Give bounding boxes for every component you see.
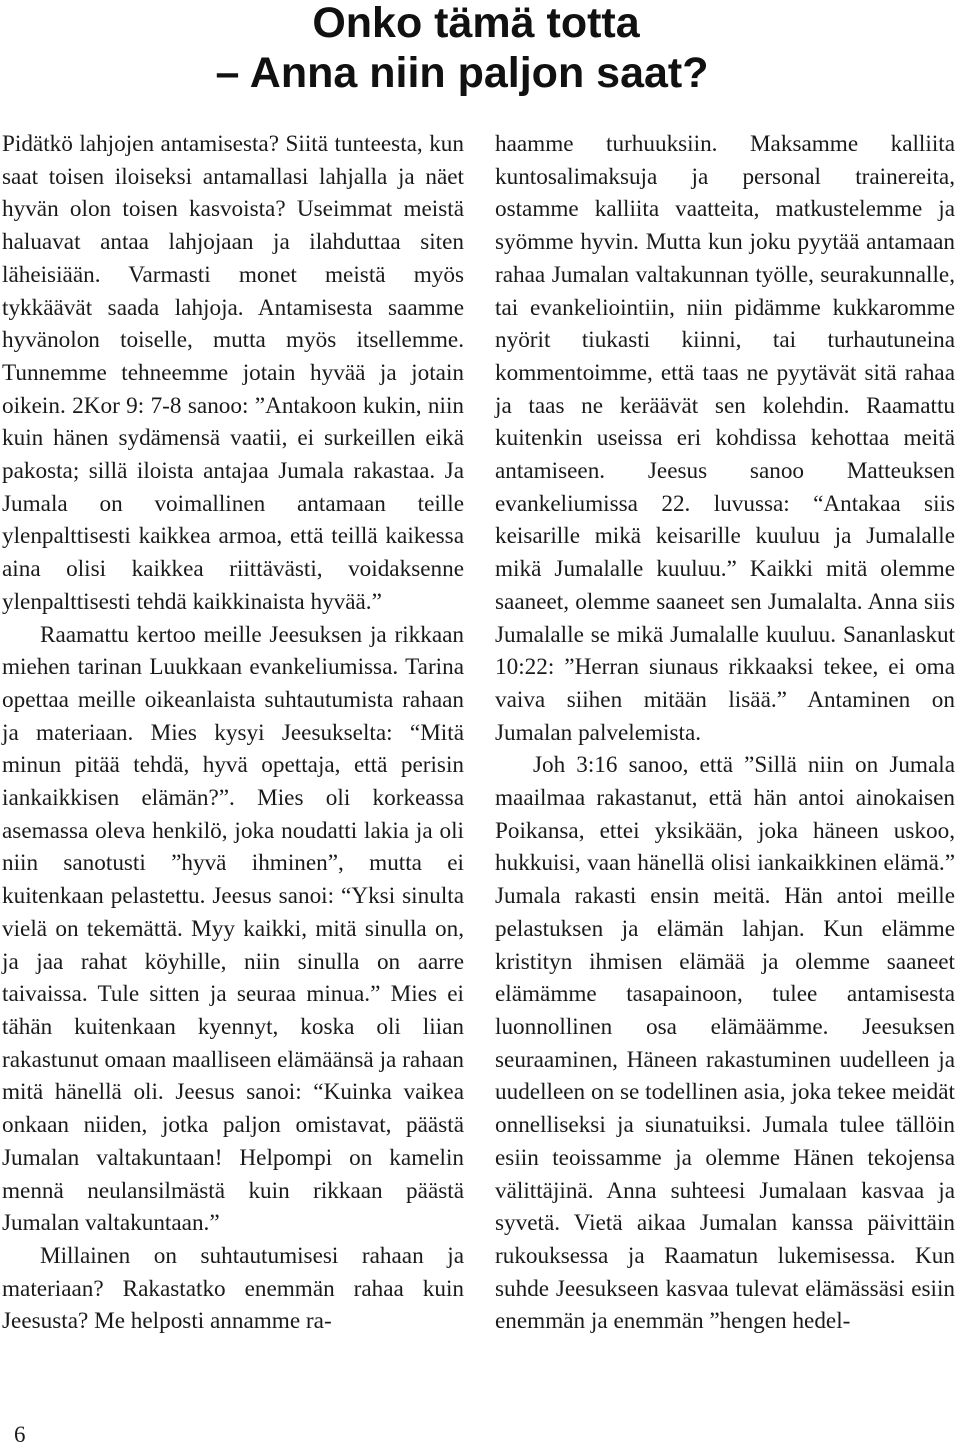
article-title-line-2: – Anna niin paljon saat?: [215, 49, 709, 97]
left-paragraph-3: Millainen on suhtautumisesi rahaan ja materiaan? Rakastatko enemmän rahaa kuin Jeesusta? Me helposti annamme ra-: [2, 1242, 464, 1335]
right-text-column: [495, 128, 955, 1338]
article-title-line-1: Onko tämä totta: [312, 0, 640, 47]
right-paragraph-2: Joh 3:16 sanoo, että ”Sillä niin on Jumala maailmaa rakastanut, että hän antoi ainokaisen Poikansa, ettei yksikään, joka häneen uskoo, hukkuisi, vaan hänellä olisi iankaikkinen elämä.” Jumala rakasti ensin meitä. Hän antoi meille pelastuksen ja elämän lahjan. Kun elämme kristityn ihmisen elämää ja olemme saaneet elämämme tasapainoon, tulee antamisesta luonnollinen osa elämäämme. Jeesuksen seuraaminen, Häneen rakastuminen uudelleen ja uudelleen on se todellinen asia, joka tekee meidät onnelliseksi ja siunatuiksi. Jumala tulee tällöin esiin teoissamme ja olemme Hänen tekojensa välittäjinä. Anna suhteesi Jumalaan kasvaa ja syvetä. Vietä aikaa Jumalan kanssa päivittäin rukouksessa ja Raamatun lukemisessa. Kun suhde Jeesukseen kasvaa tulevat elämässäsi esiin enemmän ja enemmän ”hengen hedel-: [495, 752, 955, 1335]
page-number: 6: [14, 1422, 26, 1447]
left-paragraph-1: Pidätkö lahjojen antamisesta? Siitä tunteesta, kun saat toisen iloiseksi antamallasi lahjalla ja näet hyvän olon toisen kasvoista? Useimmat meistä haluavat antaa lahjojaan ja ilahduttaa siten läheisiään. Varmasti monet meistä myös tykkäävät saada lahjoja. Antamisesta saamme hyvänolon toiselle, mutta myös itsellemme. Tunnemme tehneemme jotain hyvää ja jotain oikein. 2Kor 9: 7-8 sanoo: ”Antakoon kukin, niin kuin hänen sydämensä vaatii, ei surkeillen eikä pakosta; sillä iloista antajaa Jumala rakastaa. Ja Jumala on voimallinen antamaan teille ylenpalttisesti kaikkea armoa, että teillä kaikessa aina olisi kaikkea riittävästi, voidaksenne ylenpalttisesti tehdä kaikkinaista hyvää.”: [2, 131, 464, 615]
right-paragraph-1: haamme turhuuksiin. Maksamme kalliita kuntosalimaksuja ja personal trainereita, ostamme kalliita vaatteita, matkustelemme ja syömme hyvin. Mutta kun joku pyytää antamaan rahaa Jumalan valtakunnan työlle, seurakunnalle, tai evankeliointiin, niin pidämme kukkaromme nyörit tiukasti kiinni, tai turhautuneina kommentoimme, että taas ne pyytävät sitä rahaa ja taas ne keräävät sen kolehdin. Raamattu kuitenkin useissa eri kohdissa kehottaa meitä antamiseen. Jeesus sanoo Matteuksen evankeliumissa 22. luvussa: “Antakaa siis keisarille mikä keisarille kuuluu ja Jumalalle mikä Jumalalle kuuluu.” Kaikki mitä olemme saaneet, olemme saaneet sen Jumalalta. Anna siis Jumalalle se mikä Jumalalle kuuluu. Sananlaskut 10:22: ”Herran siunaus rikkaaksi tekee, ei oma vaiva siihen mitään lisää.” Antaminen on Jumalan palvelemista.: [495, 131, 955, 746]
left-text-column: [2, 128, 464, 1338]
left-paragraph-2: Raamattu kertoo meille Jeesuksen ja rikkaan miehen tarinan Luukkaan evankeliumissa. Tarina opettaa meille oikeanlaista suhtautumista rahaan ja materiaan. Mies kysyi Jeesukselta: “Mitä minun pitää tehdä, hyvä opettaja, että perisin iankaikkisen elämän?”. Mies oli korkeassa asemassa oleva henkilö, joka noudatti lakia ja oli niin sanotusti ”hyvä ihminen”, mutta ei kuitenkaan pelastettu. Jeesus sanoi: “Yksi sinulta vielä on tekemättä. Myy kaikki, mitä sinulla on, ja jaa rahat köyhille, niin sinulla on aarre taivaissa. Tule sitten ja seuraa minua.” Mies ei tähän kuitenkaan kyennyt, koska oli liian rakastunut omaan maalliseen elämäänsä ja rahaan mitä hänellä oli. Jeesus sanoi: “Kuinka vaikea onkaan niiden, jotka paljon omistavat, päästä Jumalan valtakuntaan! Helpompi on kamelin mennä neulansilmästä kuin rikkaan päästä Jumalan valtakuntaan.”: [2, 621, 464, 1237]
